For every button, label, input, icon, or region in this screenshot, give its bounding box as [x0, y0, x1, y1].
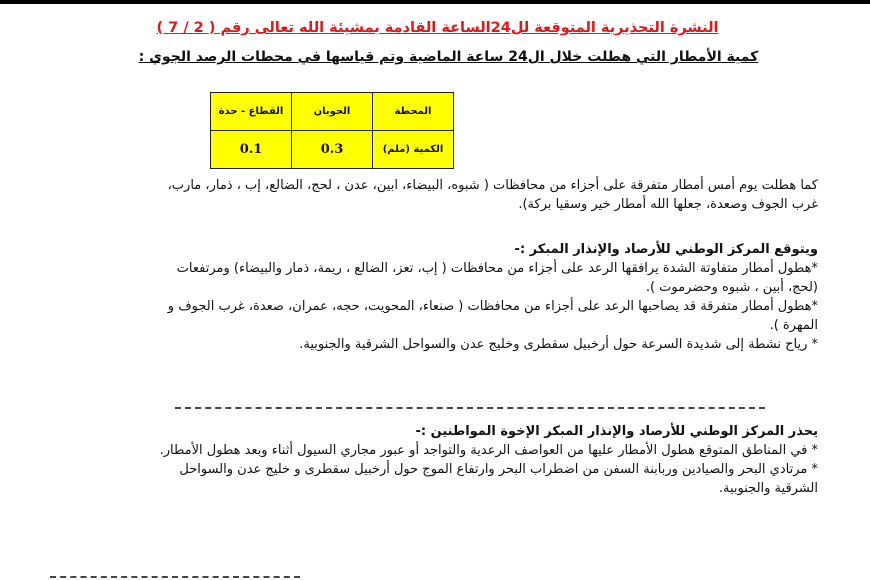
paragraph-line: غرب الجوف وصعدة، جعلها الله أمطار خير وسقيا بركة). — [518, 197, 818, 212]
value-station-1: 0.3 — [292, 131, 373, 169]
forecast-line: * رياح نشطة إلى شديدة السرعة حول أرخبيل سقطرى وخليج عدن والسواحل الشرقية والجنوبية. — [299, 337, 818, 352]
top-border — [0, 0, 870, 4]
forecast-line: *هطول أمطار متفاوتة الشدة يرافقها الرعد على أجزاء من محافظات ( إب، تعز، الضالع ، ريمة، ذمار والبيضاء) ومرتفعات — [176, 261, 818, 276]
warning-line: الشرقية والجنوبية. — [718, 481, 818, 496]
forecast-line: *هطول أمطار متفرقة قد يصاحبها الرعد على أجزاء من محافظات ( صنعاء، المحويت، حجه، عمران، صعدة، غرب الجوف و — [167, 299, 818, 314]
table-value-row — [211, 131, 454, 169]
warning-section — [78, 422, 818, 498]
forecast-heading: ويتوقع المركز الوطني للأرصاد والإنذار المبكر :- — [514, 242, 818, 257]
bulletin-page — [30, 6, 845, 66]
observed-rain-paragraph — [78, 176, 818, 214]
header-station: المحطة — [373, 93, 454, 131]
table-header-row — [211, 93, 454, 131]
warning-line: * في المناطق المتوقع هطول الأمطار عليها من العواصف الرعدية والتواجد أو عبور مجاري السيول أثناء وبعد هطول الأمطار. — [159, 443, 818, 458]
forecast-section — [78, 240, 818, 354]
rainfall-table — [210, 92, 454, 169]
forecast-line: (لحج، أبين ، شبوه وحضرموت ). — [645, 280, 818, 295]
bulletin-title: النشرة التحذيرية المتوقعة لل24الساعة القادمة بمشيئة الله تعالى رقم ( 2 / 7 ) — [156, 20, 719, 36]
forecast-line: المهرة ). — [769, 318, 818, 333]
section-divider — [175, 407, 765, 409]
warning-line: * مرتادي البحر والصيادين وربابنة السفن من اضطراب البحر وارتفاع الموج حول أرخبيل سقطرى و خليج عدن والسواحل — [179, 462, 818, 477]
header-station-2: القطاع - حدة — [211, 93, 292, 131]
footer-divider — [50, 576, 300, 578]
warning-heading: يحذر المركز الوطني للأرصاد والإنذار المبكر الإخوة المواطنين :- — [415, 424, 818, 439]
header-station-1: الحوبان — [292, 93, 373, 131]
paragraph-line: كما هطلت يوم أمس أمطار متفرقة على أجزاء من محافظات ( شبوه، البيضاء، ابين، عدن ، لحج، الضالع، إب ، ذمار، مارب، — [167, 178, 818, 193]
row-label-amount: الكمية (ملم) — [373, 131, 454, 169]
value-station-2: 0.1 — [211, 131, 292, 169]
rainfall-subtitle: كمية الأمطار التي هطلت خلال ال24 ساعة الماضية وتم قياسها في محطات الرصد الجوي : — [138, 49, 759, 65]
